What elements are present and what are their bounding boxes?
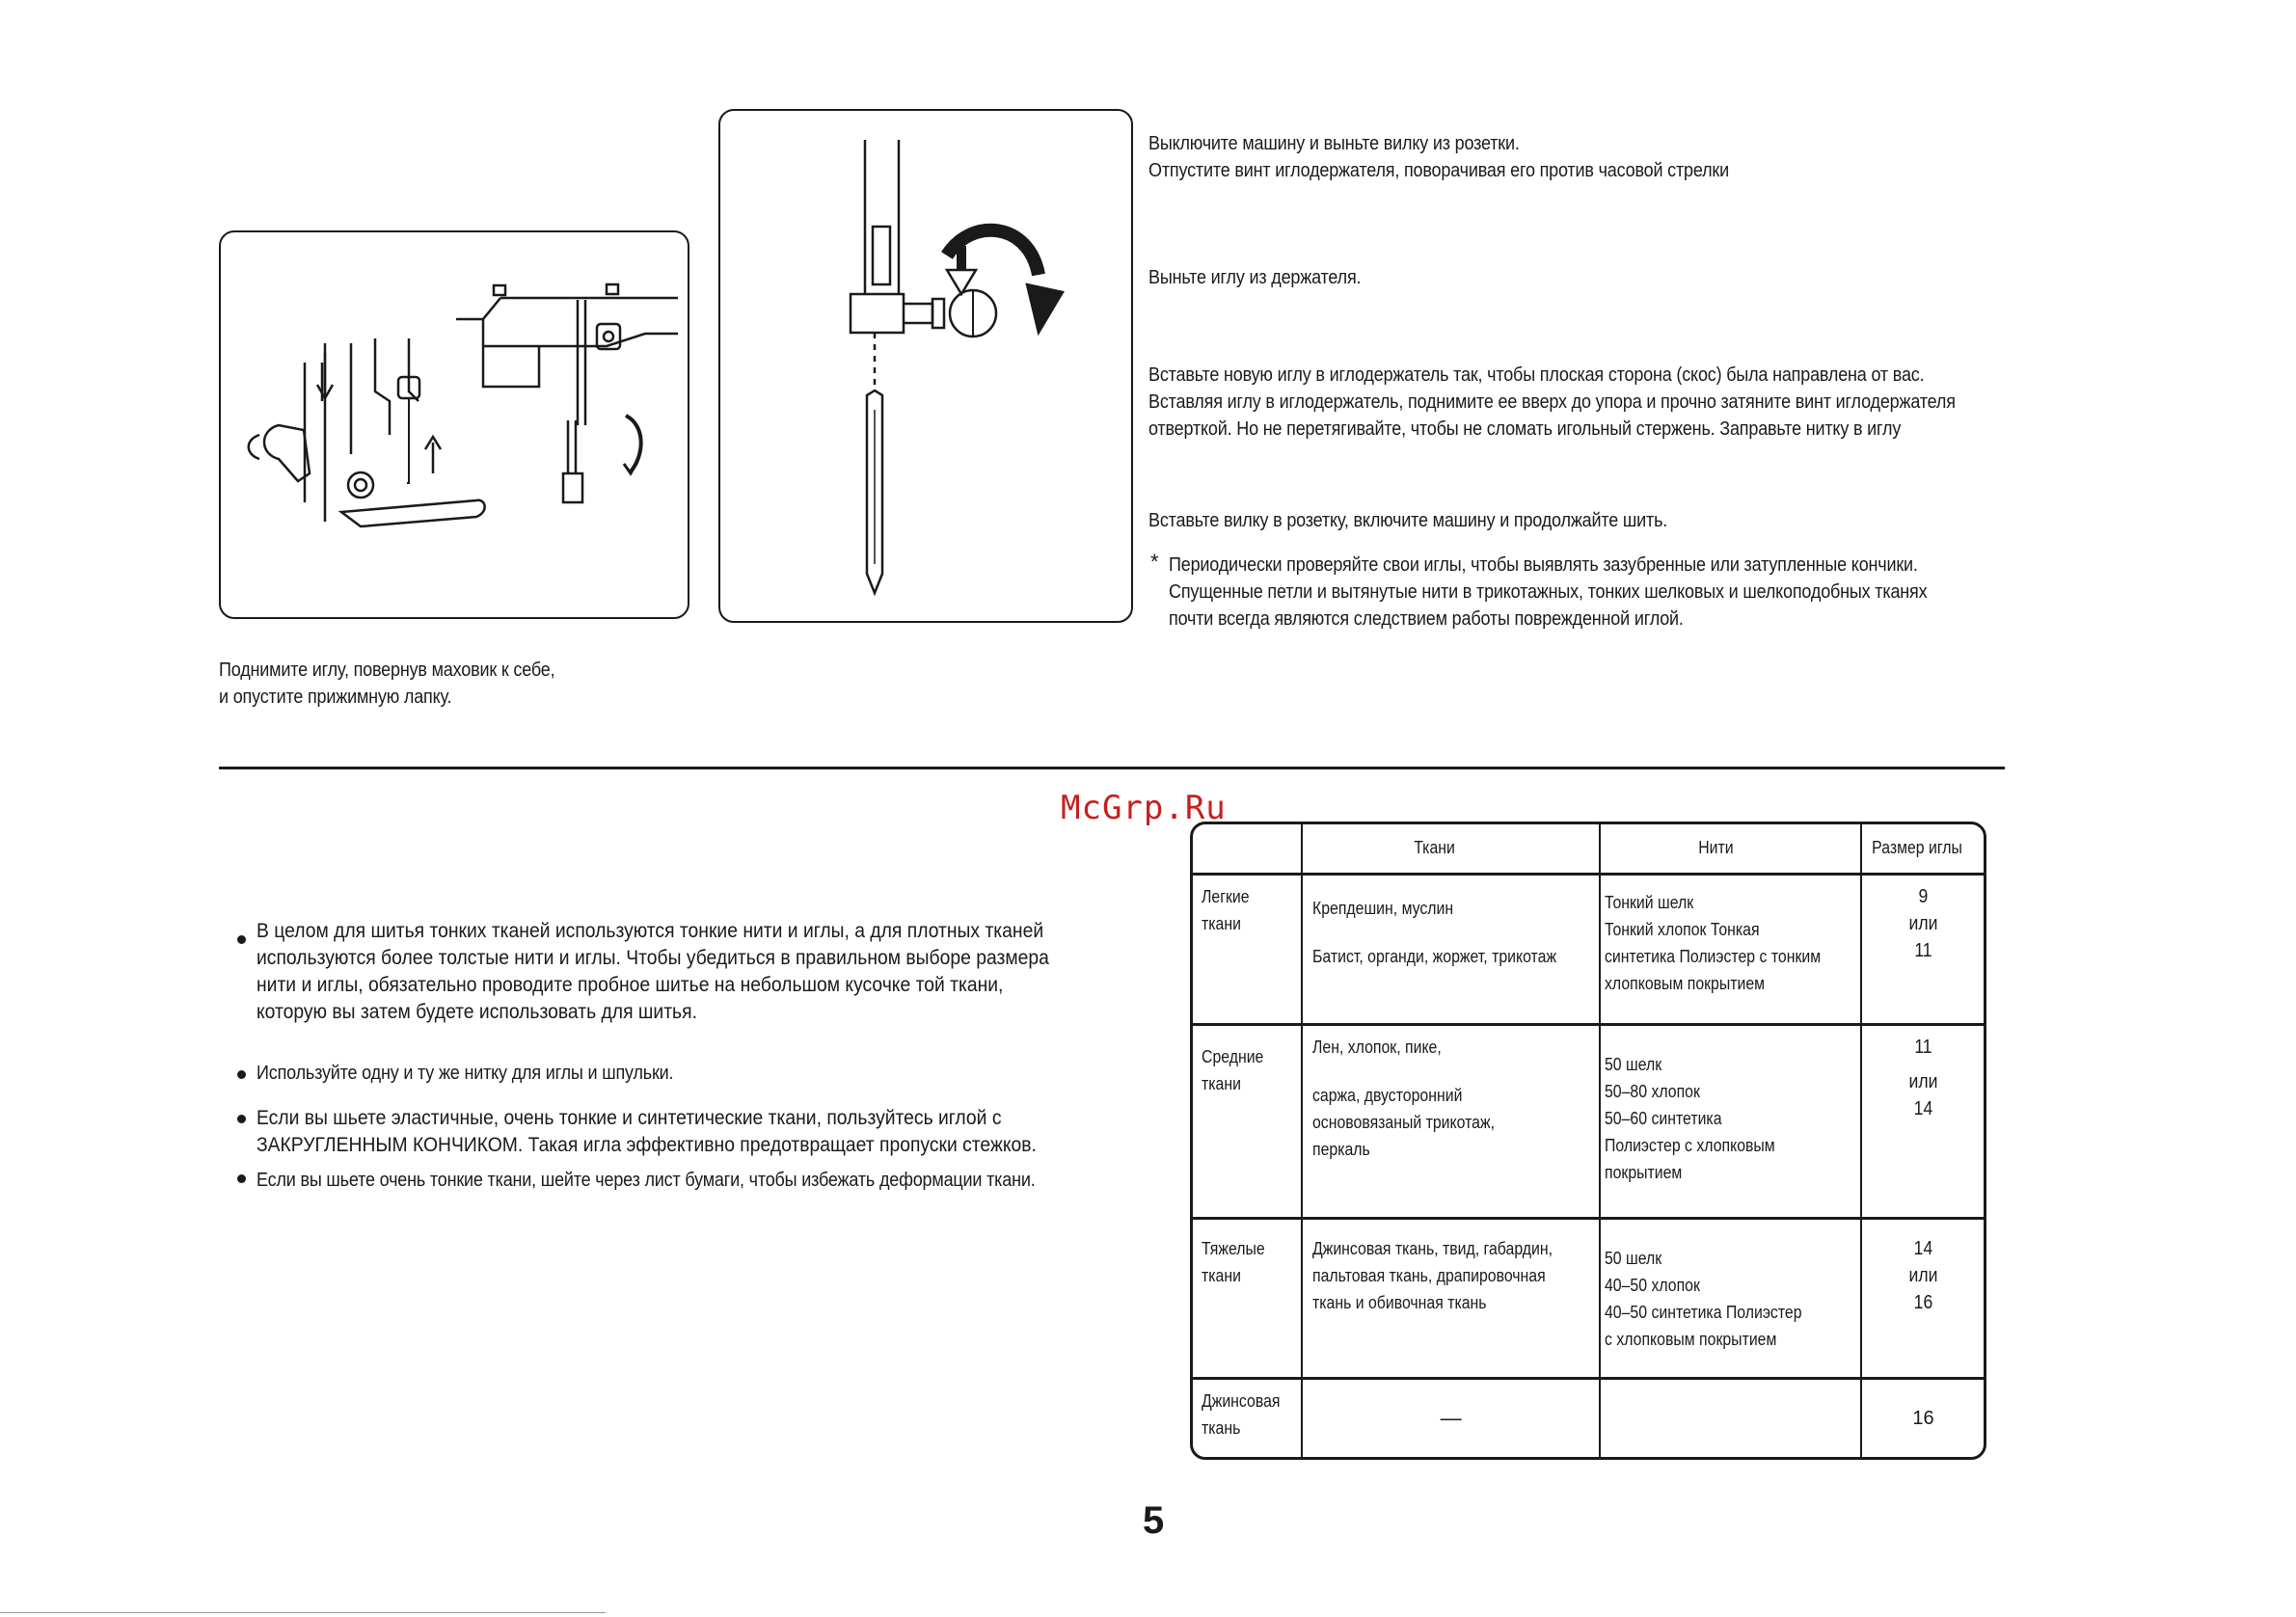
row-category: Джинсовая ткань: [1192, 1380, 1303, 1457]
illustration-needle-box: [718, 109, 1133, 623]
bullet4-text: Если вы шьете очень тонкие ткани, шейте через лист бумаги, чтобы избежать деформации ткани.: [257, 1170, 1036, 1191]
note-asterisk: *: [1150, 550, 1159, 574]
step2-text: Выньте иглу из держателя.: [1148, 267, 1362, 288]
step-raise-needle-line1: Поднимите иглу, повернув маховик к себе,: [219, 660, 555, 681]
row-fabrics: —: [1303, 1380, 1602, 1457]
step3-line1: Вставьте новую иглу в иглодержатель так, чтобы плоская сторона (скос) была направлена от вас.: [1148, 364, 1925, 386]
bullet-dot: [237, 935, 246, 944]
step3-line3: отверткой. Но не перетягивайте, чтобы не сломать игольный стержень. Заправьте нитку в иглу: [1148, 418, 1902, 440]
row-threads: 50 шелк 50–80 хлопок 50–60 синтетика Полиэстер с хлопковым покрытием: [1601, 1026, 1862, 1219]
illustration-machine-box: [219, 230, 689, 619]
table-row: [1192, 1380, 1985, 1457]
row-fabrics: Лен, хлопок, пике, саржа, двусторонний основовязаный трикотаж, перкаль: [1303, 1026, 1602, 1219]
bullet3-line1: Если вы шьете эластичные, очень тонкие и синтетические ткани, пользуйтесь иглой с: [257, 1107, 1002, 1129]
bottom-edge-line: [0, 1612, 606, 1613]
row-category: Тяжелые ткани: [1192, 1220, 1303, 1380]
row-threads: 50 шелк 40–50 хлопок 40–50 синтетика Полиэстер с хлопковым покрытием: [1601, 1220, 1862, 1380]
watermark: McGrp.Ru: [1061, 789, 1227, 827]
note-line3: почти всегда являются следствием работы поврежденной иглой.: [1169, 608, 1684, 630]
bullet3-line2: ЗАКРУГЛЕННЫМ КОНЧИКОМ. Такая игла эффективно предотвращает пропуски стежков.: [257, 1134, 1037, 1156]
row-fabrics: Крепдешин, муслин Батист, органди, жоржет, трикотаж: [1303, 876, 1602, 1026]
page-number: 5: [1143, 1499, 1165, 1542]
section-divider: [219, 767, 2005, 769]
bullet-dot: [237, 1115, 246, 1123]
header-needle-size: Размер иглы: [1862, 822, 1985, 876]
step1-line1: Выключите машину и выньте вилку из розетки.: [1148, 133, 1520, 154]
table-row: [1192, 876, 1985, 1026]
header-fabrics: Ткани: [1303, 822, 1602, 876]
header-empty: [1192, 822, 1303, 876]
table-row: [1192, 1026, 1985, 1219]
row-category: Легкие ткани: [1192, 876, 1303, 1026]
header-threads: Нити: [1601, 822, 1862, 876]
bullet1-line4: которую вы затем будете использовать для шитья.: [257, 1001, 697, 1023]
note-line2: Спущенные петли и вытянутые нити в трикотажных, тонких шелковых и шелкоподобных тканях: [1169, 581, 1928, 603]
bullet2-text: Используйте одну и ту же нитку для иглы и шпульки.: [257, 1063, 674, 1084]
row-needle-sizes: 16: [1912, 1407, 1934, 1429]
bullet1-line1: В целом для шитья тонких тканей используются тонкие нити и иглы, а для плотных тканей: [257, 920, 1044, 942]
step4-text: Вставьте вилку в розетку, включите машину и продолжайте шить.: [1148, 510, 1668, 531]
row-category: Средние ткани: [1192, 1026, 1303, 1219]
step1-line2: Отпустите винт иглодержателя, поворачивая его против часовой стрелки: [1148, 160, 1730, 181]
bullet1-line3: нити и иглы, обязательно проводите пробное шитье на небольшом кусочке той ткани,: [257, 974, 1004, 996]
row-needle-sizes: 11 или 14: [1862, 1026, 1985, 1219]
step3-line2: Вставляя иглу в иглодержатель, поднимите ее вверх до упора и прочно затяните винт иглодержателя: [1148, 391, 1956, 413]
needle-clamp-illustration: [720, 111, 1131, 621]
fabric-thread-needle-table: [1192, 822, 1985, 1457]
row-needle-sizes: 9 или 11: [1862, 876, 1985, 1026]
note-line1: Периодически проверяйте свои иглы, чтобы выявлять зазубренные или затупленные кончики.: [1169, 554, 1918, 576]
table-row: [1192, 1220, 1985, 1380]
bullet-dot: [237, 1174, 246, 1183]
bullet-dot: [237, 1070, 246, 1079]
row-fabrics: Джинсовая ткань, твид, габардин, пальтовая ткань, драпировочная ткань и обивочная ткань: [1303, 1220, 1602, 1380]
sewing-machine-illustration: [221, 232, 688, 617]
bullet1-line2: используются более толстые нити и иглы. Чтобы убедиться в правильном выборе размера: [257, 947, 1049, 969]
row-threads: Тонкий шелк Тонкий хлопок Тонкая синтетика Полиэстер с тонким хлопковым покрытием: [1601, 876, 1862, 1026]
step-raise-needle-line2: и опустите прижимную лапку.: [219, 687, 452, 708]
row-needle-sizes: 14 или 16: [1862, 1220, 1985, 1380]
table-header-row: [1192, 822, 1985, 876]
row-threads: [1601, 1380, 1862, 1457]
